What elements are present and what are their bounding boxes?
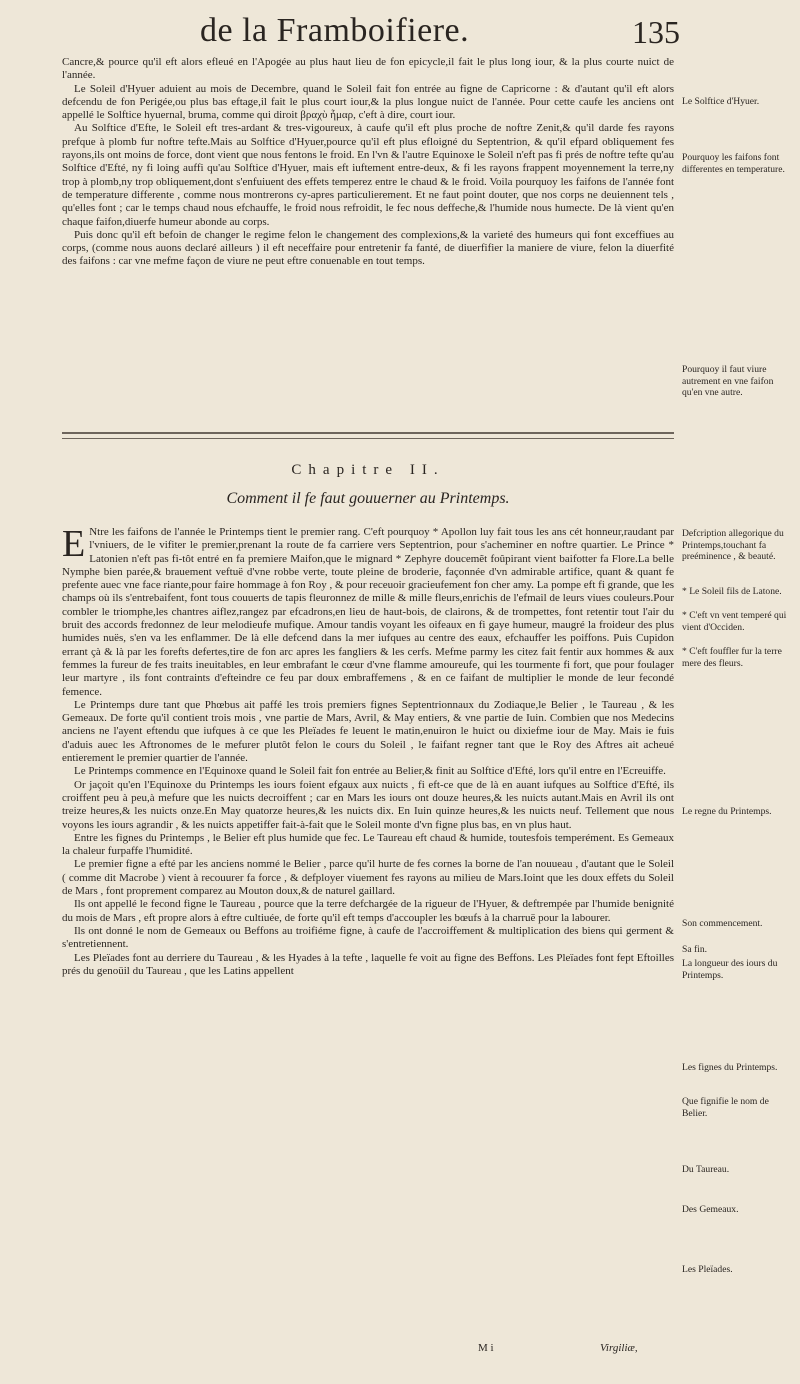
top-section [62, 56, 674, 269]
side-note: Defcription allegorique du Printemps,touchant fa preéminence , & beauté. [682, 528, 784, 563]
chapter-title: Comment il fe faut gouuerner au Printemps. [226, 490, 510, 507]
paragraph-text: Ntre les faifons de l'année le Printemps tient le premier rang. C'eft pourquoy * Apollon luy fait tous les ans cét honneur,raudant par l'vniuers, de le vifiter le premier,prenant la route de fa carriere vers Septentrion, pour s'acheminer en noftre quartier. Le Prince * Latonien n'eft pas fi-tôt entré en fa premiere Maifon,que le mignard * Zephyre doucemẽt foûpirant vient baifotter fa Flore.La belle Nymphe bien parée,& brauement veftuë d'vne robbe verte, toute pleine de broderie, façonnée d'vn admirable artifice, quant & quant fe prefente auec vne face riante,pour faire hommage à fon Roy , & pour receuoir gracieufement fon cher amy. La pompe eft fi grande, que les champs où ils s'entrebaifent, font tous couuerts de tapis fleuronnez de mille & mille fleurs,enrichis de l'efmail de leurs viues couleurs.Pour combler le triomphe,les chantres aiflez,rangez par efcadrons,en lieu de haut-bois, de clairons, & de trompettes, font retentir tout l'air du bruit des accords fredonnez de leur melodieufe mufique. Amour tandis voyant les oifeaux en fi gaye humeur, maugré la froideur des plus humides nuës, s'en va les enflammer. De là elle defcend dans la mer iufques au centre des eaux, efchauffer les poiffons. Puis Cupidon errant çà & là par les forefts defertes,tire de fon arc apres les fangliers & les cerfs. Mefme parmy les citez fait fentir aux hommes & aux femmes la fureur de fes traits ineuitables, en leur embrafant le cœur d'vne flamme amoureufe, qui les tourmente fi fort, que pour foulager leur martyre , ils font contraints d'efteindre ce feu par doux embraffemens , & en ce faifant de multiplier le monde de leur fecondé femence. [62, 526, 674, 698]
chapter-heading: Chapitre II. [291, 462, 445, 478]
side-note: Sa fin. [682, 944, 708, 955]
paragraph: Les Pleïades font au derriere du Taureau , & les Hyades à la tefte , laquelle fe voit au figne des Beffons. Les Pleïades font fept Eftoilles prés du genoüil du Taureau , que les Latins appellent [62, 951, 674, 977]
paragraph: Entre les fignes du Printemps , le Belier eft plus humide que fec. Le Taureau eft chaud & humide, toutesfois temperément. Es Gemeaux la chaleur furpaffe l'humidité. [62, 831, 674, 858]
side-note: Le Solftice d'Hyuer. [682, 96, 760, 107]
paragraph: Le premier figne a efté par les anciens nommé le Belier , parce qu'il hurte de fes cornes la borne de l'an nouueau , d'autant que le Soleil ( comme dit Macrobe ) vient à recouurer fa force , & defployer viuement fes rayons au milieu de Mars.Ioint que les doux effets du Soleil de Mars , font proprement comparez au Mouton doux,& de naturel gaillard. [62, 858, 674, 898]
side-note: * C'eft fouffler fur la terre mere des fleurs. [682, 646, 782, 669]
paragraph: Au Solftice d'Efte, le Soleil eft tres-ardant & tres-vigoureux, à caufe qu'il eft plus proche de noftre Zenit,& qu'il darde fes rayons prefque à plomb fur noftre tefte.Mais au Solftice d'Hyuer,pource qu'il eft plus efloigné du Septentrion, & qu'il efpard obliquement fes rayons,ils ont moins de force, dont vient que nous fentons le froid. En l'vn & l'autre Equinoxe le Soleil n'eft pas fi prés de noftre tefte qu'au Solftice d'Efté, ny fi loing auffi qu'au Solftice d'Hyuer, mais eft iuftement entre-deux, & fi les rayons frappent moyennement la terre,ny trop à plomb,ny trop obliquement,dont s'enfuiuent des effets temperez entre le chaud & le froid. Voila pourquoy les faifons de l'année font de temperature differente , comme nous montrerons cy-apres particulierement. Et ne faut point douter, que nos corps ne deuiennent tels , qu'elles font ; car le temps chaud nous efchauffe, le froid nous refroidit, le fec nous deffeche,& l'humide nous humecte. De là vient qu'en chaque faifon,diuerfe humeur abonde au corps. [62, 122, 674, 228]
paragraph: Cancre,& pource qu'il eft alors efleué en l'Apogée au plus haut lieu de fon epicycle,il fait le plus long iour, & la plus courte nuict de l'année. [62, 56, 674, 82]
side-note: Le regne du Printemps. [682, 806, 772, 817]
side-note: * Le Soleil fils de Latone. [682, 586, 782, 597]
side-note: Son commencement. [682, 918, 763, 929]
paragraph [62, 523, 674, 699]
side-note: Du Taureau. [682, 1164, 730, 1175]
paragraph: Puis donc qu'il eft befoin de changer le regime felon le changement des complexions,& la varieté des humeurs qui font exceffiues au corps, (comme nous auons declaré ailleurs ) il eft neceffaire pour entretenir fa fanté, de diuerfifier la maniere de viure, felon la diuerfité des faifons : car vne mefme façon de viure ne peut eftre conuenable en tout temps. [62, 228, 674, 268]
side-note: La longueur des iours du Printemps. [682, 958, 778, 981]
paragraph: Le Printemps commence en l'Equinoxe quand le Soleil fait fon entrée au Belier,& finit au Solftice d'Efté, lors qu'il entre en l'Ecreuiffe. [74, 765, 666, 778]
side-note: Que fignifie le nom de Belier. [682, 1096, 769, 1119]
paragraph: Ils ont donné le nom de Gemeaux ou Beffons au troifiéme figne, à caufe de l'accroiffement & multiplication des biens qui germent & s'entretiennent. [62, 924, 674, 951]
page-number: 135 [632, 14, 680, 50]
side-note: Les Pleïades. [682, 1264, 733, 1275]
side-note: Pourquoy il faut viure autrement en vne faifon qu'en vne autre. [682, 364, 774, 399]
paragraph: Or jaçoit qu'en l'Equinoxe du Printemps les iours foient efgaux aux nuicts , fi eft-ce que de là en auant iufques au Solftice d'Efté, ils croiffent peu à peu,à mefure que les nuicts decroiffent ; car en Mars les iours ont douze heures,& les nuicts autant.Mais en Avril ils ont treize heures,& les nuicts onze.En May quatorze heures,& les nuicts dix. En Iuin quinze heures,& les nuicts neuf. Tellement que nous voyons les iours agrandir , & les nuicts appetiffer fait-à-fait que le Soleil monte d'vn figne plus bas, en vn plus haut. [62, 778, 674, 831]
paragraph: Le Printemps dure tant que Phœbus ait paffé les trois premiers fignes Septentrionnaux du Zodiaque,le Belier , le Taureau , & les Gemeaux. De forte qu'il contient trois mois , vne partie de Mars, Avril, & May entiers, & vne partie de Iuin. Combien que nos Medecins anciens ne l'ayent eftendu que iufques à ce que les Pleïades fe leuent le matin,enuiron le huict ou dixiefme iour de May. Mais ie fuis d'aduis auec les Aftronomes de le mefurer plutôt felon le cours du Soleil , le faifant regner tant que le Roy des Aftres ait acheué entierement le premier quartier de l'année. [62, 698, 674, 765]
chapter-body [62, 523, 674, 978]
drop-cap: E [62, 523, 86, 565]
side-note: Des Gemeaux. [682, 1204, 739, 1215]
side-note: Les fignes du Printemps. [682, 1062, 778, 1073]
paragraph: Le Soleil d'Hyuer aduient au mois de Decembre, quand le Soleil fait fon entrée au figne de Capricorne : & d'autant qu'il eft alors defcendu de fon Perigée,ou plus bas eftage,il fait le plus court iour,& la plus longue nuict de l'année. Pour cette caufe les anciens ont appellé le Solftice hyuernal, bruma, comme qui diroit βραχὺ ἦμαρ, c'eft à dire, court iour. [62, 82, 674, 122]
ornamental-rule [62, 432, 674, 439]
running-title: de la Framboifiere. [200, 12, 470, 49]
page-header [200, 12, 680, 56]
paragraph: Ils ont appellé le fecond figne le Taureau , pource que la terre defchargée de la rigueur de l'Hyuer, & deftrempée par l'humide benignité du mois de Mars , eft propre alors à eftre cultiuée, de forte qu'il eft temps d'accoupler les bœufs à la charruë pour la labourer. [62, 898, 674, 924]
catchword: Virgiliæ, [600, 1342, 638, 1354]
side-note: * C'eft vn vent temperé qui vient d'Occiden. [682, 610, 787, 633]
signature-mark: M i [478, 1342, 494, 1354]
side-note: Pourquoy les faifons font differentes en temperature. [682, 152, 785, 175]
